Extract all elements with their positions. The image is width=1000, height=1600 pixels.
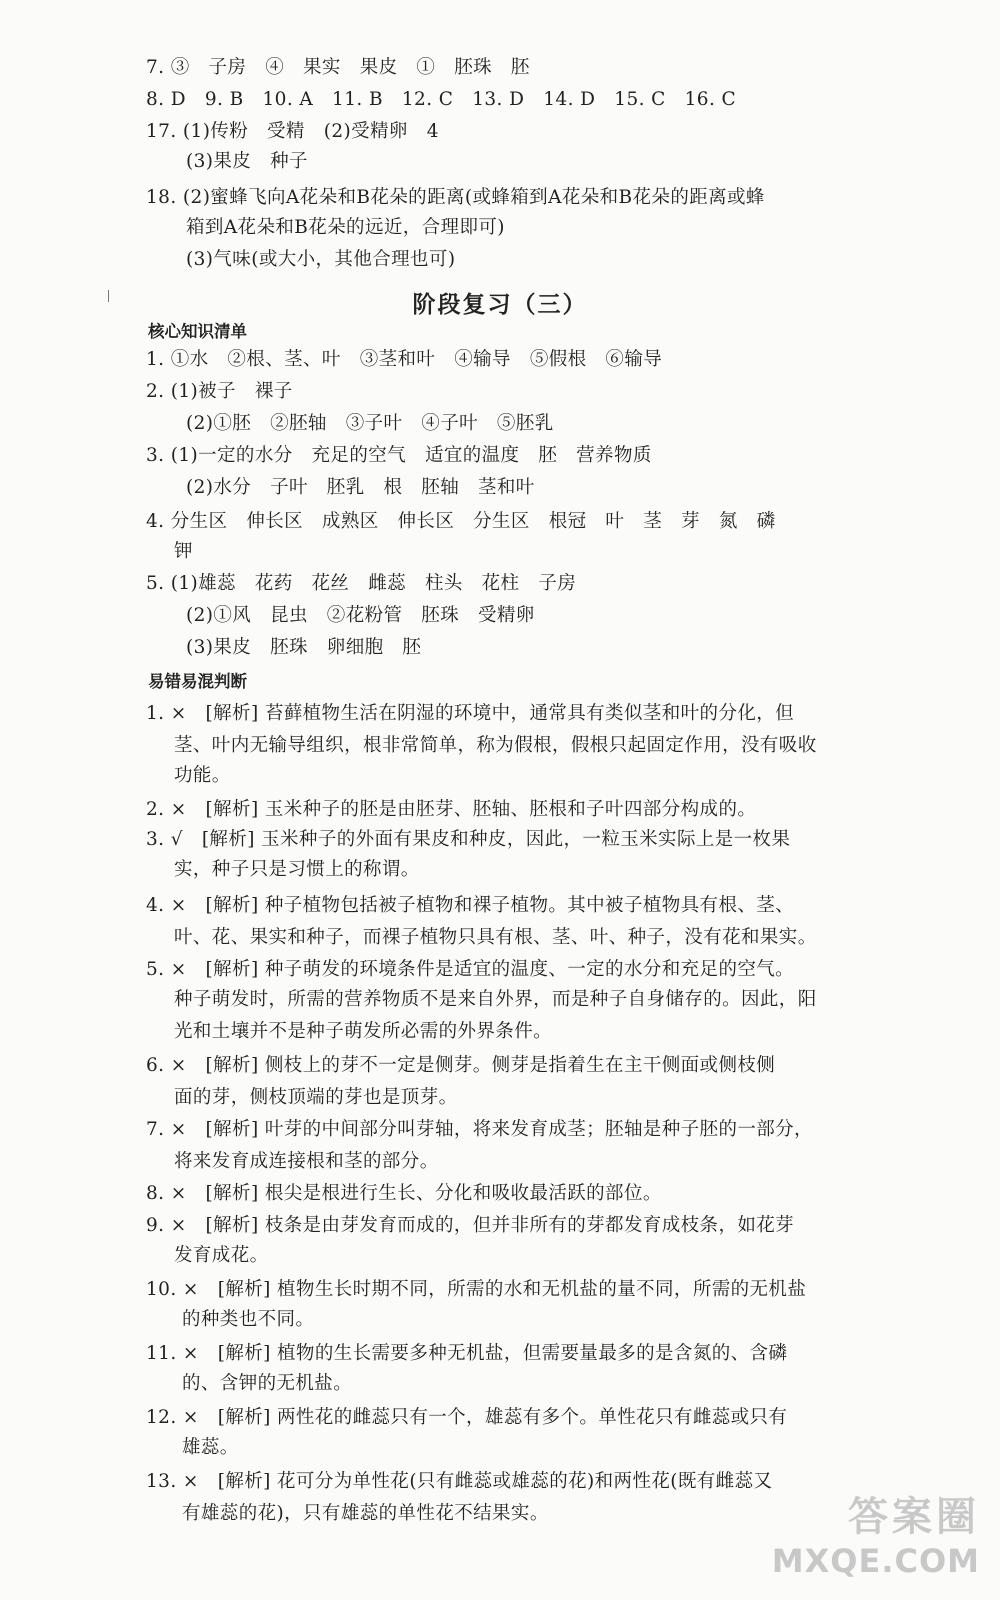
- judge-line: 的、含钾的无机盐。: [182, 1373, 353, 1394]
- section-title: 阶段复习（三）: [412, 292, 588, 318]
- answer-line: 7. ③ 子房 ④ 果实 果皮 ① 胚珠 胚: [146, 57, 530, 78]
- core-line: (2)①风 昆虫 ②花粉管 胚珠 受精卵: [186, 605, 535, 626]
- core-line: (3)果皮 胚珠 卵细胞 胚: [186, 637, 422, 658]
- watermark-logo: [772, 1485, 980, 1580]
- core-line: 1. ①水 ②根、茎、叶 ③茎和叶 ④输导 ⑤假根 ⑥输导: [146, 349, 663, 370]
- core-line: (2)①胚 ②胚轴 ③子叶 ④子叶 ⑤胚乳: [186, 413, 554, 434]
- judge-line: 种子萌发时，所需的营养物质不是来自外界，而是种子自身储存的。因此，阳: [174, 989, 817, 1010]
- judge-line: 8. × [解析] 根尖是根进行生长、分化和吸收最活跃的部位。: [146, 1183, 662, 1204]
- judge-line: 4. × [解析] 种子植物包括被子植物和裸子植物。其中被子植物具有根、茎、: [146, 895, 795, 916]
- judge-line: 茎、叶内无输导组织，根非常简单，称为假根，假根只起固定作用，没有吸收: [174, 735, 817, 756]
- judge-line: 将来发育成连接根和茎的部分。: [174, 1151, 439, 1172]
- judge-line: 有雄蕊的花)，只有雄蕊的单性花不结果实。: [182, 1503, 549, 1524]
- answer-line: 18. (2)蜜蜂飞向A花朵和B花朵的距离(或蜂箱到A花朵和B花朵的距离或蜂: [146, 187, 765, 208]
- judge-line: 光和土壤并不是种子萌发所必需的外界条件。: [174, 1021, 553, 1042]
- answer-line: 8. D 9. B 10. A 11. B 12. C 13. D 14. D 15. C 16. C: [146, 89, 737, 110]
- judge-line: 11. × [解析] 植物的生长需要多种无机盐，但需要量最多的是含氮的、含磷: [146, 1343, 788, 1364]
- subheading-core-knowledge: 核心知识清单: [148, 322, 247, 341]
- judge-line: 6. × [解析] 侧枝上的芽不一定是侧芽。侧芽是指着生在主干侧面或侧枝侧: [146, 1055, 776, 1076]
- judge-line: 叶、花、果实和种子，而裸子植物只具有根、茎、叶、种子，没有花和果实。: [174, 927, 817, 948]
- judge-line: 的种类也不同。: [182, 1309, 315, 1330]
- judge-line: 9. × [解析] 枝条是由芽发育而成的，但并非所有的芽都发育成枝条，如花芽: [146, 1215, 795, 1236]
- judge-line: 功能。: [174, 765, 231, 786]
- core-line: 钾: [174, 541, 193, 562]
- judge-line: 雄蕊。: [182, 1437, 239, 1458]
- judge-line: 10. × [解析] 植物生长时期不同，所需的水和无机盐的量不同，所需的无机盐: [146, 1279, 807, 1300]
- core-line: 2. (1)被子 裸子: [146, 381, 293, 402]
- judge-line: 12. × [解析] 两性花的雌蕊只有一个，雄蕊有多个。单性花只有雌蕊或只有: [146, 1407, 788, 1428]
- judge-line: 13. × [解析] 花可分为单性花(只有雌蕊或雄蕊的花)和两性花(既有雌蕊又: [146, 1471, 773, 1492]
- judge-line: 实，种子只是习惯上的称谓。: [174, 859, 420, 880]
- watermark-cn: 答案圈: [848, 1494, 980, 1540]
- answer-line: (3)气味(或大小，其他合理也可): [186, 249, 456, 270]
- core-line: 5. (1)雄蕊 花药 花丝 雌蕊 柱头 花柱 子房: [146, 573, 577, 594]
- watermark-en: MXQE.COM: [771, 1542, 980, 1580]
- judge-line: 5. × [解析] 种子萌发的环境条件是适宜的温度、一定的水分和充足的空气。: [146, 959, 795, 980]
- judge-line: 3. √ [解析] 玉米种子的外面有果皮和种皮，因此，一粒玉米实际上是一枚果: [146, 829, 791, 850]
- judge-line: 7. × [解析] 叶芽的中间部分叫芽轴，将来发育成茎；胚轴是种子胚的一部分，: [146, 1119, 813, 1140]
- judge-line: 面的芽，侧枝顶端的芽也是顶芽。: [174, 1087, 458, 1108]
- answer-line: (3)果皮 种子: [186, 151, 308, 172]
- core-line: 3. (1)一定的水分 充足的空气 适宜的温度 胚 营养物质: [146, 445, 652, 466]
- core-line: 4. 分生区 伸长区 成熟区 伸长区 分生区 根冠 叶 茎 芽 氮 磷: [146, 511, 776, 532]
- answer-line: 箱到A花朵和B花朵的远近，合理即可): [186, 217, 505, 238]
- subheading-error-judgement: 易错易混判断: [148, 672, 247, 691]
- judge-line: 发育成花。: [174, 1245, 269, 1266]
- judge-line: 1. × [解析] 苔藓植物生活在阴湿的环境中，通常具有类似茎和叶的分化，但: [146, 703, 795, 724]
- judge-line: 2. × [解析] 玉米种子的胚是由胚芽、胚轴、胚根和子叶四部分构成的。: [146, 799, 757, 820]
- core-line: (2)水分 子叶 胚乳 根 胚轴 茎和叶: [186, 477, 535, 498]
- answer-line: 17. (1)传粉 受精 (2)受精卵 4: [146, 121, 439, 142]
